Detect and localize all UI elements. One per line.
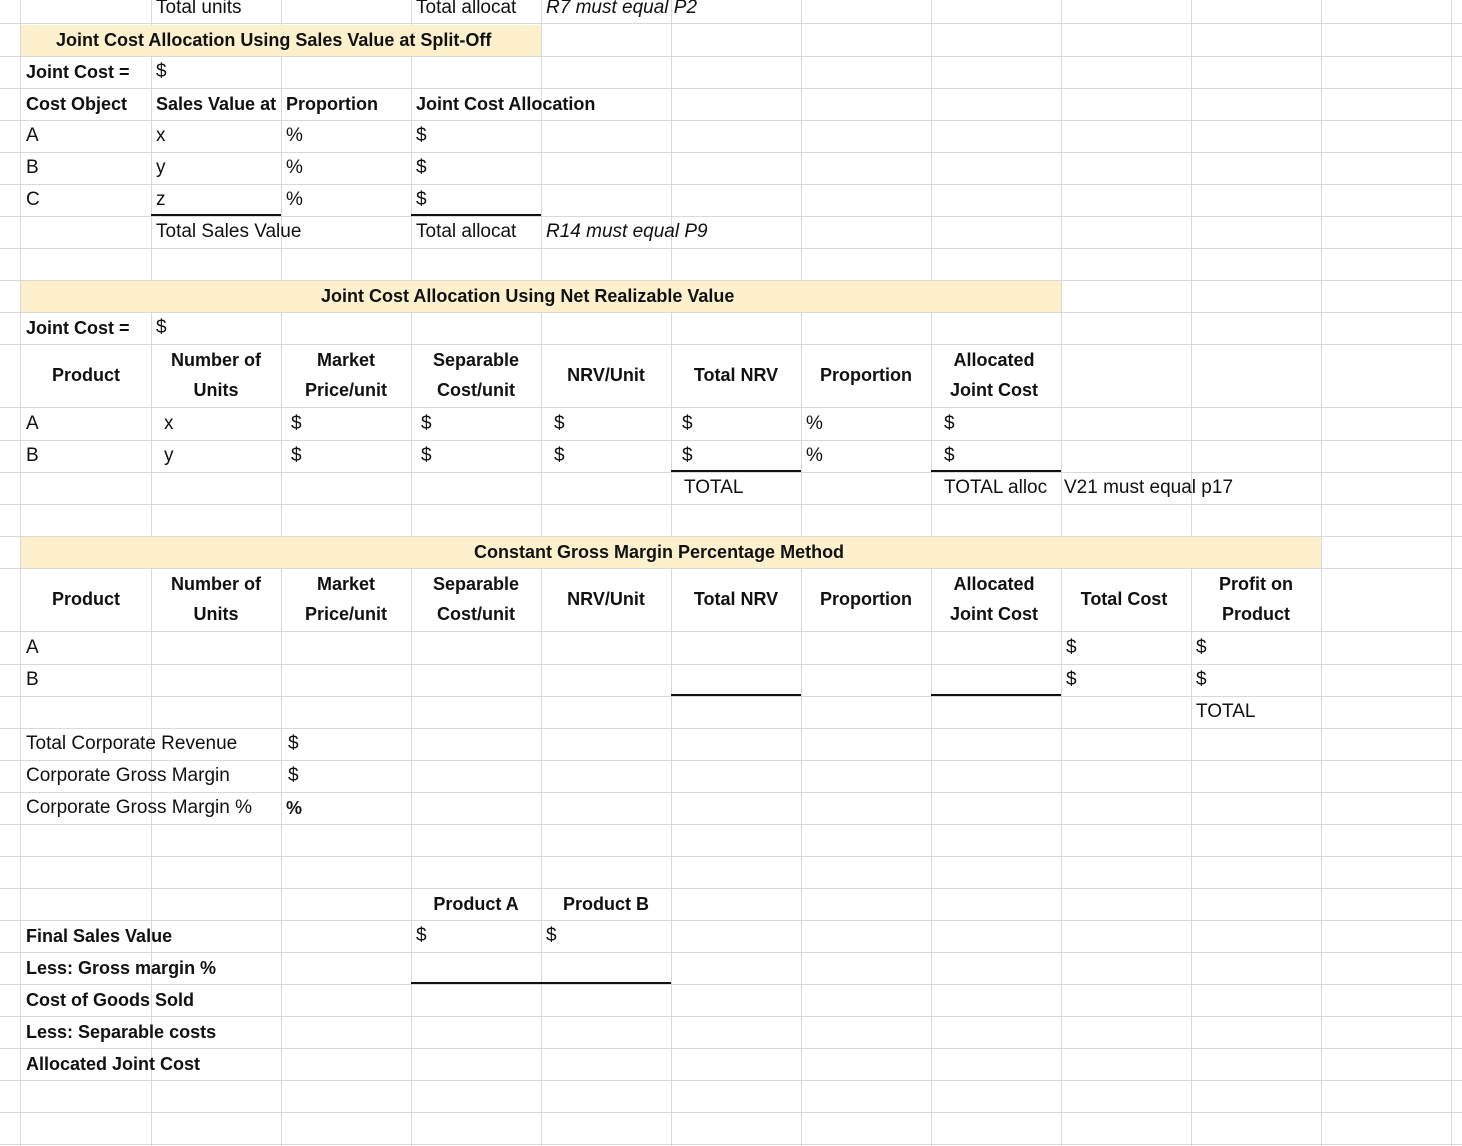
grid-row-line <box>0 1080 1462 1081</box>
corporate-margin-pct-value[interactable]: % <box>286 798 303 818</box>
nrv-row-a-product[interactable]: A <box>26 413 39 434</box>
split-off-total-sales[interactable]: Total Sales Value <box>156 221 302 242</box>
cgm-row-a-product[interactable]: A <box>26 637 39 658</box>
grid-row-line <box>0 440 1462 441</box>
split-off-joint-cost-label[interactable]: Joint Cost = <box>26 62 130 82</box>
nrv-row-a-separable[interactable]: $ <box>421 413 432 434</box>
nrv-row-b-nrv-unit[interactable]: $ <box>554 445 565 466</box>
r7-note[interactable]: R7 must equal P2 <box>546 0 698 18</box>
grid-row-line <box>0 1048 1462 1049</box>
split-off-row-a-sales[interactable]: x <box>156 125 166 146</box>
split-off-joint-cost-value[interactable]: $ <box>156 61 167 82</box>
grid-row-line <box>0 984 1462 985</box>
nrv-header-product[interactable]: Product <box>51 365 120 385</box>
cgm-header-units[interactable]: Number of Units <box>171 574 261 624</box>
grid-column-line <box>20 0 21 1146</box>
cgm-header-proportion[interactable]: Proportion <box>820 589 912 609</box>
grid-row-line <box>0 920 1462 921</box>
cgm-row-a-profit[interactable]: $ <box>1196 637 1207 658</box>
corporate-margin-label[interactable]: Corporate Gross Margin <box>26 765 230 786</box>
nrv-header-allocated[interactable]: Allocated Joint Cost <box>950 350 1038 400</box>
cgm-header-product[interactable]: Product <box>51 589 120 609</box>
grid-row-line <box>0 248 1462 249</box>
nrv-row-b-total-nrv[interactable]: $ <box>682 445 693 466</box>
cgm-header-total-nrv[interactable]: Total NRV <box>693 589 779 609</box>
schedule-cogs-label[interactable]: Cost of Goods Sold <box>26 990 194 1010</box>
cgm-header-separable[interactable]: Separable Cost/unit <box>432 574 520 624</box>
nrv-joint-cost-value[interactable]: $ <box>156 317 167 338</box>
nrv-row-b-proportion[interactable]: % <box>806 445 823 466</box>
cgm-allocated-underline <box>931 694 1061 696</box>
grid-row-line <box>0 856 1462 857</box>
split-off-header-cost-object[interactable]: Cost Object <box>26 94 128 114</box>
cgm-title[interactable]: Constant Gross Margin Percentage Method <box>474 542 845 562</box>
cgm-total-label[interactable]: TOTAL <box>1196 701 1256 722</box>
split-off-row-a-object[interactable]: A <box>26 125 39 146</box>
split-off-header-allocation[interactable]: Joint Cost Allocation <box>416 94 596 114</box>
split-off-title[interactable]: Joint Cost Allocation Using Sales Value at Split-Off <box>56 30 492 50</box>
split-off-row-c-object[interactable]: C <box>26 189 40 210</box>
grid-row-line <box>0 631 1462 632</box>
corporate-revenue-label[interactable]: Total Corporate Revenue <box>26 733 238 754</box>
schedule-final-sales-a[interactable]: $ <box>416 925 427 946</box>
grid-row-line <box>0 312 1462 313</box>
grid-row-line <box>0 1016 1462 1017</box>
nrv-row-a-price[interactable]: $ <box>291 413 302 434</box>
nrv-header-total-nrv[interactable]: Total NRV <box>693 365 779 385</box>
nrv-row-a-total-nrv[interactable]: $ <box>682 413 693 434</box>
split-off-row-a-proportion[interactable]: % <box>286 125 303 146</box>
split-off-row-a-allocation[interactable]: $ <box>416 125 427 146</box>
v21-note[interactable]: V21 must equal p17 <box>1064 477 1234 498</box>
grid-row-line <box>0 56 1462 57</box>
corporate-margin-value[interactable]: $ <box>288 765 299 786</box>
grid-column-line <box>671 0 672 1146</box>
total-allocated-label[interactable]: Total allocat <box>416 0 517 18</box>
nrv-row-a-nrv-unit[interactable]: $ <box>554 413 565 434</box>
grid-column-line <box>1451 0 1452 1146</box>
grid-row-line <box>0 1112 1462 1113</box>
schedule-separable-label[interactable]: Less: Separable costs <box>26 1022 217 1042</box>
split-off-header-sales-value[interactable]: Sales Value at <box>156 94 277 114</box>
grid-column-line <box>1061 0 1062 1146</box>
schedule-underline <box>411 982 671 984</box>
split-off-row-b-proportion[interactable]: % <box>286 157 303 178</box>
nrv-joint-cost-label[interactable]: Joint Cost = <box>26 318 130 338</box>
schedule-gross-margin-label[interactable]: Less: Gross margin % <box>26 958 217 978</box>
schedule-header-product-a[interactable]: Product A <box>433 894 519 914</box>
nrv-header-price[interactable]: Market Price/unit <box>304 350 388 400</box>
grid-row-line <box>0 952 1462 953</box>
schedule-allocated-label[interactable]: Allocated Joint Cost <box>26 1054 201 1074</box>
grid-row-line <box>0 120 1462 121</box>
cgm-row-a-total-cost[interactable]: $ <box>1066 637 1077 658</box>
cgm-header-total-cost[interactable]: Total Cost <box>1080 589 1168 609</box>
grid-row-line <box>0 1144 1462 1145</box>
schedule-final-sales-label[interactable]: Final Sales Value <box>26 926 173 946</box>
nrv-header-nrv-unit[interactable]: NRV/Unit <box>567 365 645 385</box>
grid-row-line <box>0 184 1462 185</box>
grid-row-line <box>0 664 1462 665</box>
nrv-row-a-proportion[interactable]: % <box>806 413 823 434</box>
grid-column-line <box>541 0 542 1146</box>
nrv-row-b-allocated[interactable]: $ <box>944 445 955 466</box>
cgm-header-price[interactable]: Market Price/unit <box>304 574 388 624</box>
split-off-row-c-sales[interactable]: z <box>156 189 166 210</box>
cgm-row-b-profit[interactable]: $ <box>1196 669 1207 690</box>
r14-note[interactable]: R14 must equal P9 <box>546 221 708 242</box>
nrv-total-label[interactable]: TOTAL <box>684 477 744 498</box>
cgm-total-nrv-underline <box>671 694 801 696</box>
split-off-row-c-allocation[interactable]: $ <box>416 189 427 210</box>
split-off-header-proportion[interactable]: Proportion <box>286 94 378 114</box>
corporate-margin-pct-label[interactable]: Corporate Gross Margin % <box>26 797 252 818</box>
nrv-row-b-price[interactable]: $ <box>291 445 302 466</box>
cgm-header-profit[interactable]: Profit on Product <box>1219 574 1293 624</box>
cgm-header-allocated[interactable]: Allocated Joint Cost <box>950 574 1038 624</box>
nrv-title[interactable]: Joint Cost Allocation Using Net Realizable Value <box>321 286 735 306</box>
split-off-row-b-object[interactable]: B <box>26 157 39 178</box>
grid-column-line <box>801 0 802 1146</box>
nrv-header-separable[interactable]: Separable Cost/unit <box>432 350 520 400</box>
grid-column-line <box>1321 0 1322 1146</box>
nrv-row-b-separable[interactable]: $ <box>421 445 432 466</box>
split-off-row-c-proportion[interactable]: % <box>286 189 303 210</box>
nrv-row-a-allocated[interactable]: $ <box>944 413 955 434</box>
nrv-row-a-units[interactable]: x <box>164 413 174 434</box>
cgm-row-b-product[interactable]: B <box>26 669 39 690</box>
grid-row-line <box>0 888 1462 889</box>
grid-row-line <box>0 152 1462 153</box>
nrv-header-proportion[interactable]: Proportion <box>820 365 912 385</box>
grid-row-line <box>0 407 1462 408</box>
nrv-header-units[interactable]: Number of Units <box>171 350 261 400</box>
grid-row-line <box>0 824 1462 825</box>
split-off-total-allocated[interactable]: Total allocat <box>416 221 517 242</box>
nrv-row-b-product[interactable]: B <box>26 445 39 466</box>
schedule-final-sales-b[interactable]: $ <box>546 925 557 946</box>
schedule-header-product-b[interactable]: Product B <box>562 894 649 914</box>
split-off-row-b-sales[interactable]: y <box>156 157 166 178</box>
grid-row-line <box>0 504 1462 505</box>
corporate-revenue-value[interactable]: $ <box>288 733 299 754</box>
split-off-row-b-allocation[interactable]: $ <box>416 157 427 178</box>
cgm-row-b-total-cost[interactable]: $ <box>1066 669 1077 690</box>
nrv-total-alloc-label[interactable]: TOTAL alloc <box>944 477 1048 498</box>
total-units-label[interactable]: Total units <box>156 0 242 18</box>
cgm-header-nrv-unit[interactable]: NRV/Unit <box>567 589 645 609</box>
nrv-row-b-units[interactable]: y <box>164 445 174 466</box>
